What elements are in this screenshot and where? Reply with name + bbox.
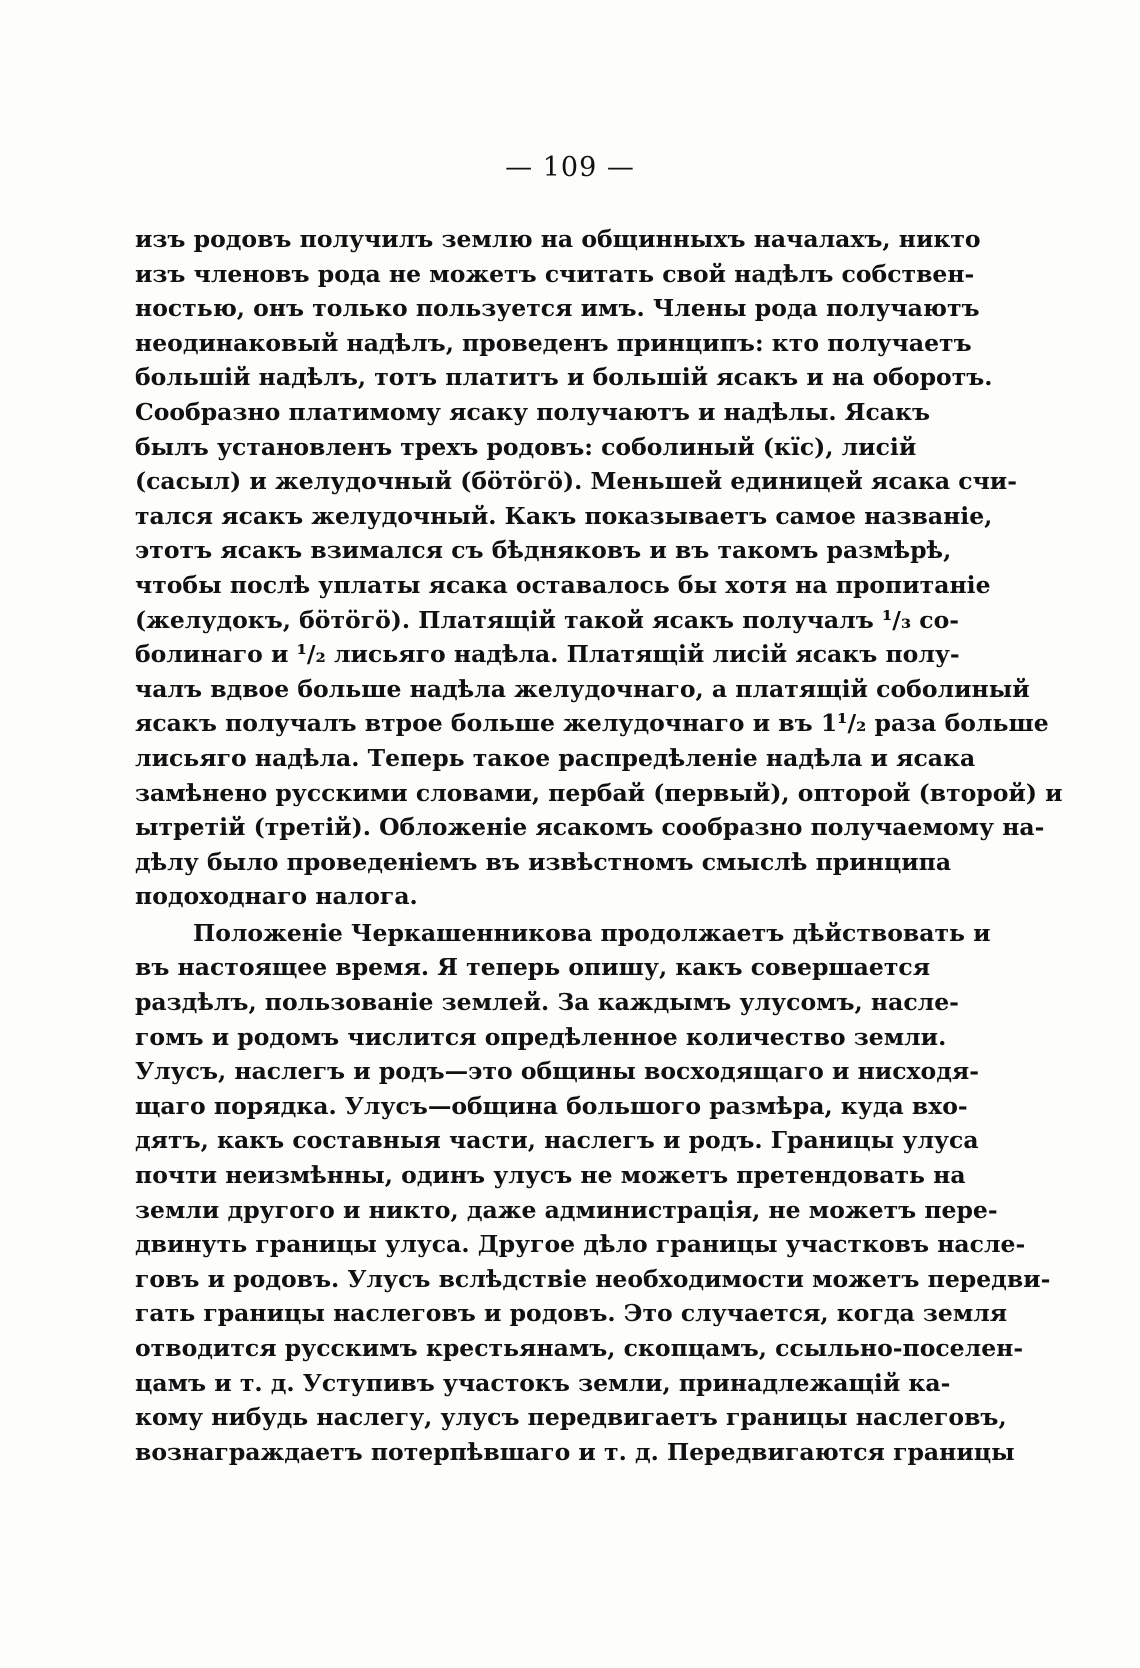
text-line: гомъ и родомъ числится опредѣленное количество земли. — [135, 1022, 947, 1051]
text-line: этотъ ясакъ взимался съ бѣдняковъ и въ такомъ размѣрѣ, — [135, 536, 952, 565]
text-line: отводится русскимъ крестьянамъ, скопцамъ, ссыльно-поселен- — [135, 1334, 1024, 1362]
text-line: гать границы наслеговъ и родовъ. Это случается, когда земля — [135, 1299, 1008, 1328]
text-line: ностью, онъ только пользуется имъ. Члены рода получаютъ — [135, 294, 980, 323]
text-line: изъ родовъ получилъ землю на общинныхъ началахъ, никто — [135, 225, 981, 253]
paragraph-2 — [135, 916, 1051, 1470]
text-line: лисьяго надѣла. Теперь такое распредѣленіе надѣла и ясака — [135, 743, 976, 772]
text-line: цамъ и т. д. Уступивъ участокъ земли, принадлежащій ка- — [135, 1368, 951, 1397]
text-line: былъ установленъ трехъ родовъ: соболиный (кïс), лисій — [135, 432, 917, 461]
text-line: ясакъ получалъ втрое больше желудочнаго и въ 1¹/₂ раза больше — [135, 709, 1049, 738]
text-line: Улусъ, наслегъ и родъ—это общины восходящаго и нисходя- — [135, 1057, 979, 1086]
body-text — [135, 222, 1063, 1469]
text-line: подоходнаго налога. — [135, 882, 418, 911]
page-number: — 109 — — [505, 152, 635, 183]
text-line: большій надѣлъ, тотъ платитъ и большій ясакъ и на оборотъ. — [135, 363, 993, 392]
text-line: дятъ, какъ составныя части, наслегъ и родъ. Границы улуса — [135, 1126, 979, 1155]
text-line: (желудокъ, бöтöгö). Платящій такой ясакъ получалъ ¹/₃ со- — [135, 605, 960, 634]
text-line: дѣлу было проведеніемъ въ извѣстномъ смыслѣ принципа — [135, 847, 952, 876]
text-line: замѣнено русскими словами, пербай (первый), опторой (второй) и — [135, 778, 1063, 807]
text-line: говъ и родовъ. Улусъ вслѣдствіе необходимости можетъ передви- — [135, 1264, 1051, 1293]
text-line: неодинаковый надѣлъ, проведенъ принципъ: кто получаетъ — [135, 328, 972, 357]
text-line: (сасыл) и желудочный (бöтöгö). Меньшей единицей ясака счи- — [135, 467, 1017, 496]
text-line: чтобы послѣ уплаты ясака оставалось бы хотя на пропитаніе — [135, 570, 991, 599]
text-line: щаго порядка. Улусъ—община большого размѣра, куда вхо- — [135, 1091, 968, 1120]
text-line: Положеніе Черкашенникова продолжаетъ дѣйствовать и — [193, 918, 991, 947]
text-line: двинуть границы улуса. Другое дѣло границы участковъ насле- — [135, 1230, 1026, 1259]
text-line: ытретій (третій). Обложеніе ясакомъ сообразно получаемому на- — [135, 813, 1045, 842]
text-line: кому нибудь наслегу, улусъ передвигаетъ границы наслеговъ, — [135, 1403, 1007, 1432]
text-line: почти неизмѣнны, одинъ улусъ не можетъ претендовать на — [135, 1161, 966, 1190]
text-line: тался ясакъ желудочный. Какъ показываетъ самое названіе, — [135, 501, 993, 530]
paragraph-1 — [135, 222, 1063, 914]
text-line: раздѣлъ, пользованіе землей. За каждымъ улусомъ, насле- — [135, 988, 959, 1017]
text-line: Сообразно платимому ясаку получаютъ и надѣлы. Ясакъ — [135, 397, 930, 426]
text-line: болинаго и ¹/₂ лисьяго надѣла. Платящій лисій ясакъ полу- — [135, 640, 960, 669]
text-line: земли другого и никто, даже администрація, не можетъ пере- — [135, 1195, 998, 1224]
text-line: вознаграждаетъ потерпѣвшаго и т. д. Передвигаются границы — [135, 1437, 1015, 1466]
text-line: въ настоящее время. Я теперь опишу, какъ совершается — [135, 953, 931, 982]
text-line: изъ членовъ рода не можетъ считать свой надѣлъ собствен- — [135, 259, 975, 288]
text-line: чалъ вдвое больше надѣла желудочнаго, а платящій соболиный — [135, 674, 1030, 703]
